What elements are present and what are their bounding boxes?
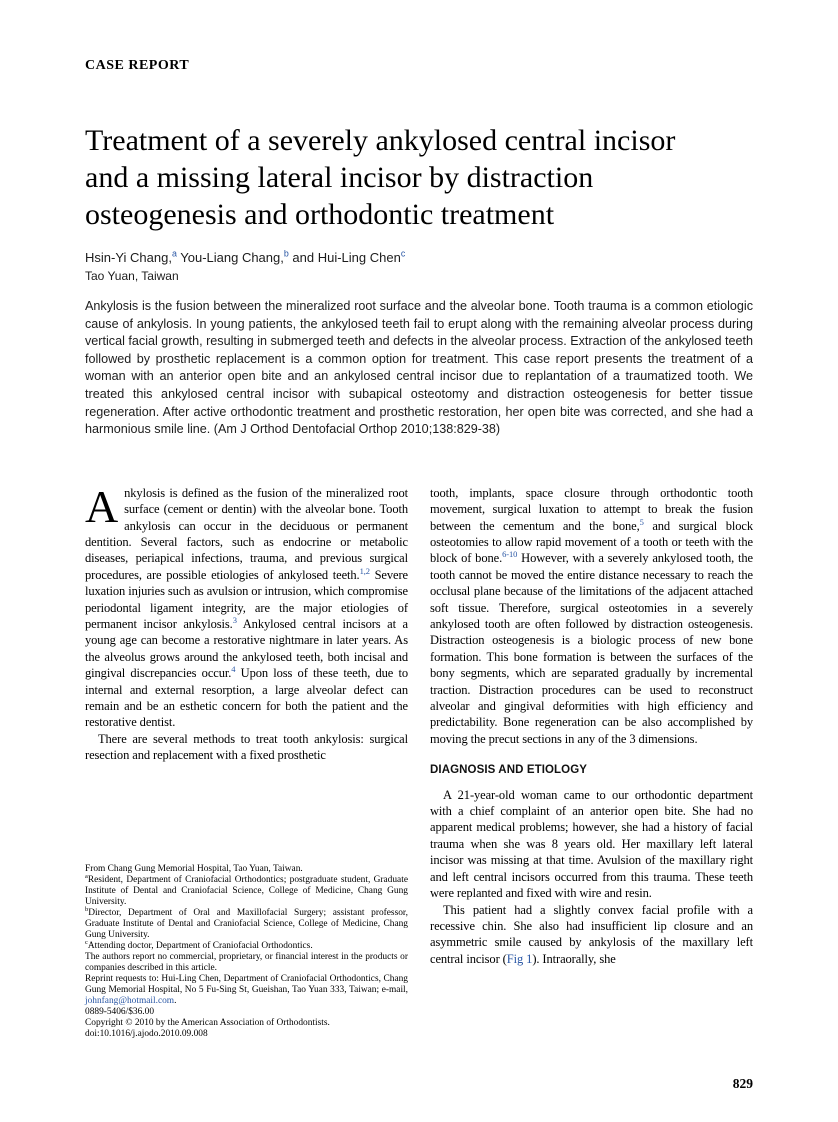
text-run: A 21-year-old woman came to our orthodontic department with a chief complaint of an anterior open bite. She had no apparent medical problems; however, she had a history of facial trauma when she was 8 years old. Her maxillary left lateral incisor was missing at that time. Avulsion of the maxillary right and left central incisors occurred from this trauma. These teeth were replanted and fixed with wire and resin. [430,787,753,901]
right-column [430,485,753,1040]
title-line [85,159,753,196]
text-run: nkylosis is defined as the fusion of the mineralized root surface (cement or dentin) with the alveolar bone. Tooth ankylosis can occur in the deciduous or permanent dentition. Several factors, such as endocrine or metabolic diseases, periapical infections, trauma, and previous surgical procedures, are possible etiologies of ankylosed teeth. [85,485,408,582]
ref-4[interactable]: 4 [231,664,236,675]
left-column [85,480,409,1040]
text-run: However, with a severely ankylosed tooth, the tooth cannot be moved the entire distance necessary to reach the occlusal plane because of the limitations of the adjacent attached soft tissue. Therefore, surgical osteotomies in a severely ankylosed tooth are often followed by distraction osteogenesis. Distraction osteogenesis is a biologic process of new bone formation. This bone formation is between the surfaces of the bony segments, which are separated gradually by incremental traction. Distraction procedures can be used to reconstruct alveolar and gingival deformities with high efficiency and predictability. Bone regeneration can be also accomplished by moving the precut sections in any of the 3 dimensions. [430,551,754,746]
affiliation-link-c[interactable]: c [400,248,406,259]
text-run: Severe luxation injuries such as avulsion or intrusion, which compromise periodontal ligament integrity, are the major etiologies of permanent incisor ankylosis. [85,567,408,631]
text-run: Ankylosed central incisors at a young age can become a restorative nightmare in later years. As the alveolus grows around the ankylosed teeth, both incisal and gingival discrepancies occur. [85,617,409,681]
title-line [85,122,753,159]
footnote-line [85,952,408,974]
text-run: 0889-5406/$36.00 [85,1006,155,1017]
text-run: There are several methods to treat tooth ankylosis: surgical resection and replacement with a fixed prosthetic [85,731,408,763]
paragraph [430,787,753,902]
article-type-kicker: CASE REPORT [85,58,190,73]
column-spacer [85,764,408,864]
ref-1-2[interactable]: 1,2 [359,565,370,576]
section-heading-diagnosis-and-etiology: DIAGNOSIS AND ETIOLOGY [430,764,588,777]
text-run: Reprint requests to: Hui-Ling Chen, Department of Craniofacial Orthodontics, Chang Gung Memorial Hospital, No 5 Fu-Sing St, Gueishan, Tao Yuan 333, Taiwan; e-mail, [85,973,408,995]
text-run: tooth, implants, space closure through orthodontic tooth movement, surgical luxation to attempt to break the fusion between the cementum and the bone, [430,485,753,533]
intro-paragraph-text [85,480,409,730]
text-run: and a missing lateral incisor by distraction [85,161,594,194]
ref-6-10[interactable]: 6-10 [502,549,518,560]
footnote-line [85,938,408,952]
text-run: ). Intraorally, she [532,951,616,966]
text-run: Attending doctor, Department of Craniofacial Orthodontics. [87,940,313,951]
text-run: This patient had a slightly convex facial profile with a recessive chin. She also had insufficient lip closure and an asymmetric smile caused by ankylosis of the maxillary left central incisor ( [430,902,753,966]
text-run: Copyright © 2010 by the American Association of Orthodontists. [85,1017,330,1028]
ref-3[interactable]: 3 [232,614,237,625]
text-run: a [85,872,88,880]
footnote-line [85,1018,408,1029]
text-run: Hsin-Yi Chang, [85,250,172,265]
text-run: and Hui-Ling Chen [288,250,401,265]
page-number: 829 [732,1076,753,1091]
footnote-line [85,905,408,941]
text-run: osteogenesis and orthodontic treatment [85,198,555,231]
ref-5[interactable]: 5 [639,516,644,527]
text-run: doi:10.1016/j.ajodo.2010.09.008 [85,1028,208,1039]
text-run: . [174,995,177,1006]
footnotes-block [85,864,408,1040]
paragraph [430,485,753,748]
affiliation-link-b[interactable]: b [283,248,289,259]
title-line [85,196,753,233]
affiliation-link-a[interactable]: a [171,248,177,259]
paragraph [85,731,408,764]
footnote-line [85,1029,408,1040]
text-run: Director, Department of Oral and Maxillofacial Surgery; assistant professor, Graduate Institute of Dental and Craniofacial Science, College of Medicine, Chang Gung University. [85,907,408,940]
text-run: From Chang Gung Memorial Hospital, Tao Yuan, Taiwan. [85,863,303,874]
authors-line [85,249,753,266]
text-run: The authors report no commercial, proprietary, or financial interest in the products or companies described in this article. [85,951,408,973]
text-run: Upon loss of these teeth, due to internal and external resorption, a large alveolar defect can remain and be an esthetic concern for both the patient and the restorative dentist. [85,666,408,730]
footnote-line [85,1007,408,1018]
email-link[interactable]: johnfang@hotmail.com [85,995,175,1006]
footnote-line [85,872,408,908]
text-run: c [85,938,88,946]
text-run: Resident, Department of Craniofacial Orthodontics; postgraduate student, Graduate Institute of Dental and Craniofacial Science, College of Medicine, Chang Gung University. [85,874,408,907]
text-run: Treatment of a severely ankylosed central incisor [85,124,676,157]
text-run: and surgical block osteotomies to allow rapid movement of a tooth or teeth with the block of bone. [430,518,753,566]
drop-cap: A [85,480,119,532]
paragraph [430,902,753,968]
text-run: You-Liang Chang, [176,250,284,265]
text-run: b [85,905,89,913]
authors-location: Tao Yuan, Taiwan [85,269,179,283]
article-title [85,122,753,233]
footnote-line [85,864,408,875]
footnote-line [85,974,408,1007]
abstract-text: Ankylosis is the fusion between the mineralized root surface and the alveolar bone. Tooth trauma is a common etiologic cause of ankylosis. In young patients, the ankylosed teeth fail to erupt along with the remaining alveolar process during vertical facial growth, resulting in submerged teeth and defects in the alveolar process. Extraction of the ankylosed teeth followed by prosthetic replacement is a common option for treatment. This case report presents the treatment of a woman with an anterior open bite and an ankylosed central incisor due to replantation of a traumatized tooth. We treated this ankylosed central incisor with subapical osteotomy and distraction osteogenesis for better tissue regeneration. After active orthodontic treatment and prosthetic restoration, her open bite was corrected, and she had a harmonious smile line. (Am J Orthod Dentofacial Orthop 2010;138:829-38) [85,299,753,437]
intro-paragraph [85,480,409,731]
article-body [85,480,754,1040]
fig-1-link[interactable]: Fig 1 [506,951,533,966]
